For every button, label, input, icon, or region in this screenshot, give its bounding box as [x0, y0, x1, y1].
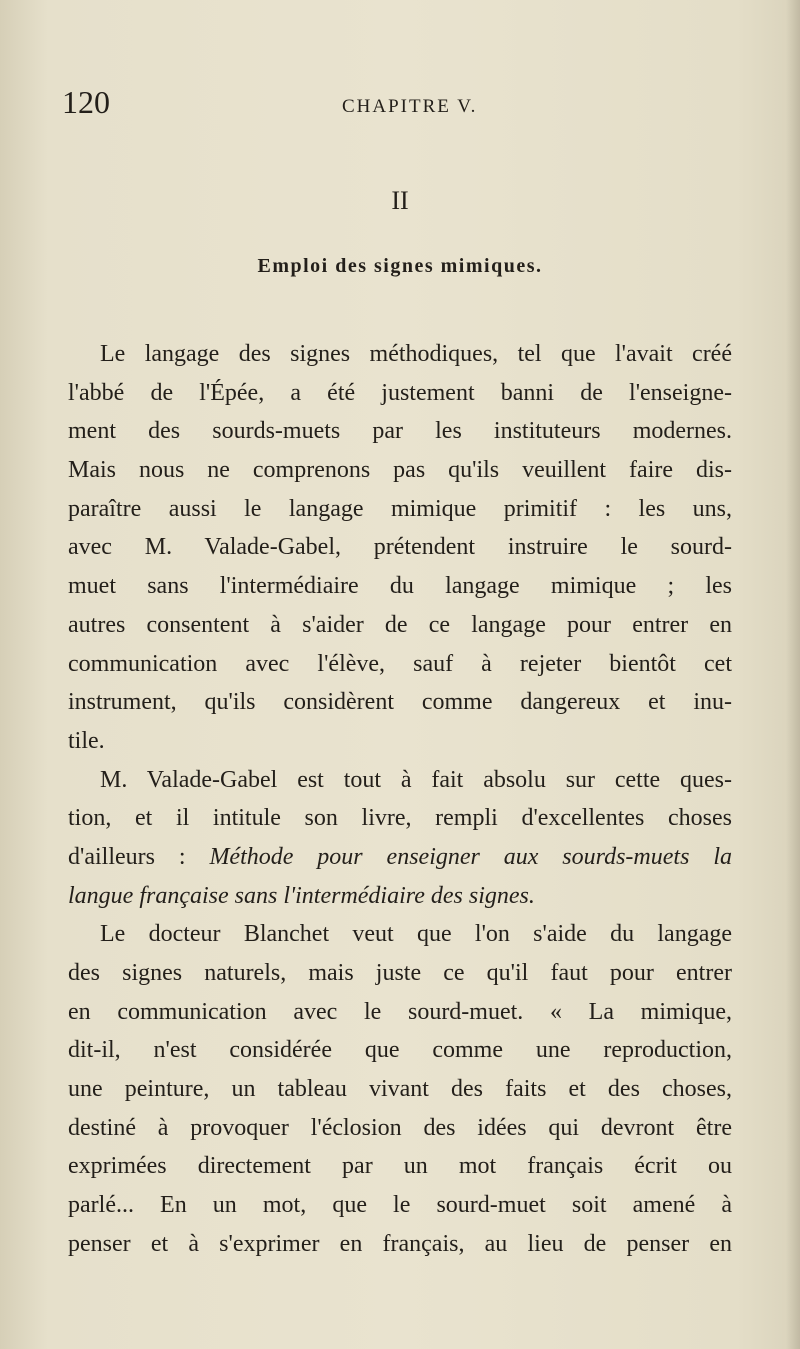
text-line: Le langage des signes méthodiques, tel que l'avait créé — [100, 341, 732, 367]
text-line: parlé... En un mot, que le sourd-muet soit amené à — [68, 1192, 732, 1219]
text-line: Mais nous ne comprenons pas qu'ils veuillent faire dis- — [68, 457, 732, 484]
book-title-part-2: langue française sans l'intermédiaire des signes. — [68, 882, 535, 909]
section-title: Emploi des signes mimiques. — [257, 255, 543, 277]
body-text — [68, 335, 732, 1264]
text-line: en communication avec le sourd-muet. « La mimique, — [68, 998, 732, 1025]
text-line-start: d'ailleurs : — [68, 843, 210, 870]
text-line: l'abbé de l'Épée, a été justement banni de l'enseigne- — [68, 379, 732, 406]
running-head — [62, 82, 732, 130]
text-line: instrument, qu'ils considèrent comme dangereux et inu- — [68, 689, 732, 716]
text-line: dit-il, n'est considérée que comme une reproduction, — [68, 1037, 732, 1064]
text-line: une peinture, un tableau vivant des faits et des choses, — [68, 1076, 732, 1103]
text-line: communication avec l'élève, sauf à rejeter bientôt cet — [68, 650, 732, 677]
chapter-heading: CHAPITRE V. — [342, 96, 478, 117]
text-line: M. Valade-Gabel est tout à fait absolu sur cette ques- — [100, 766, 732, 793]
text-line: muet sans l'intermédiaire du langage mimique ; les — [68, 573, 732, 600]
text-line: autres consentent à s'aider de ce langage pour entrer en — [68, 611, 732, 638]
text-line: penser et à s'exprimer en français, au lieu de penser en — [68, 1230, 732, 1257]
page-number: 120 — [62, 84, 110, 120]
text-line: tile. — [68, 727, 105, 754]
section-number: II — [391, 186, 409, 215]
text-line: destiné à provoquer l'éclosion des idées qui devront être — [68, 1114, 732, 1141]
text-line: avec M. Valade-Gabel, prétendent instruire le sourd- — [68, 534, 732, 561]
text-line: des signes naturels, mais juste ce qu'il faut pour entrer — [68, 960, 732, 986]
book-title-part-1: Méthode pour enseigner aux sourds-muets la — [209, 843, 732, 870]
text-line — [68, 838, 732, 877]
text-line: Le docteur Blanchet veut que l'on s'aide du langage — [100, 921, 732, 948]
text-line: paraître aussi le langage mimique primitif : les uns, — [68, 495, 732, 522]
text-line: ment des sourds-muets par les instituteurs modernes. — [68, 418, 732, 445]
text-line: exprimées directement par un mot français écrit ou — [68, 1153, 732, 1180]
text-line: tion, et il intitule son livre, rempli d'excellentes choses — [68, 805, 732, 832]
